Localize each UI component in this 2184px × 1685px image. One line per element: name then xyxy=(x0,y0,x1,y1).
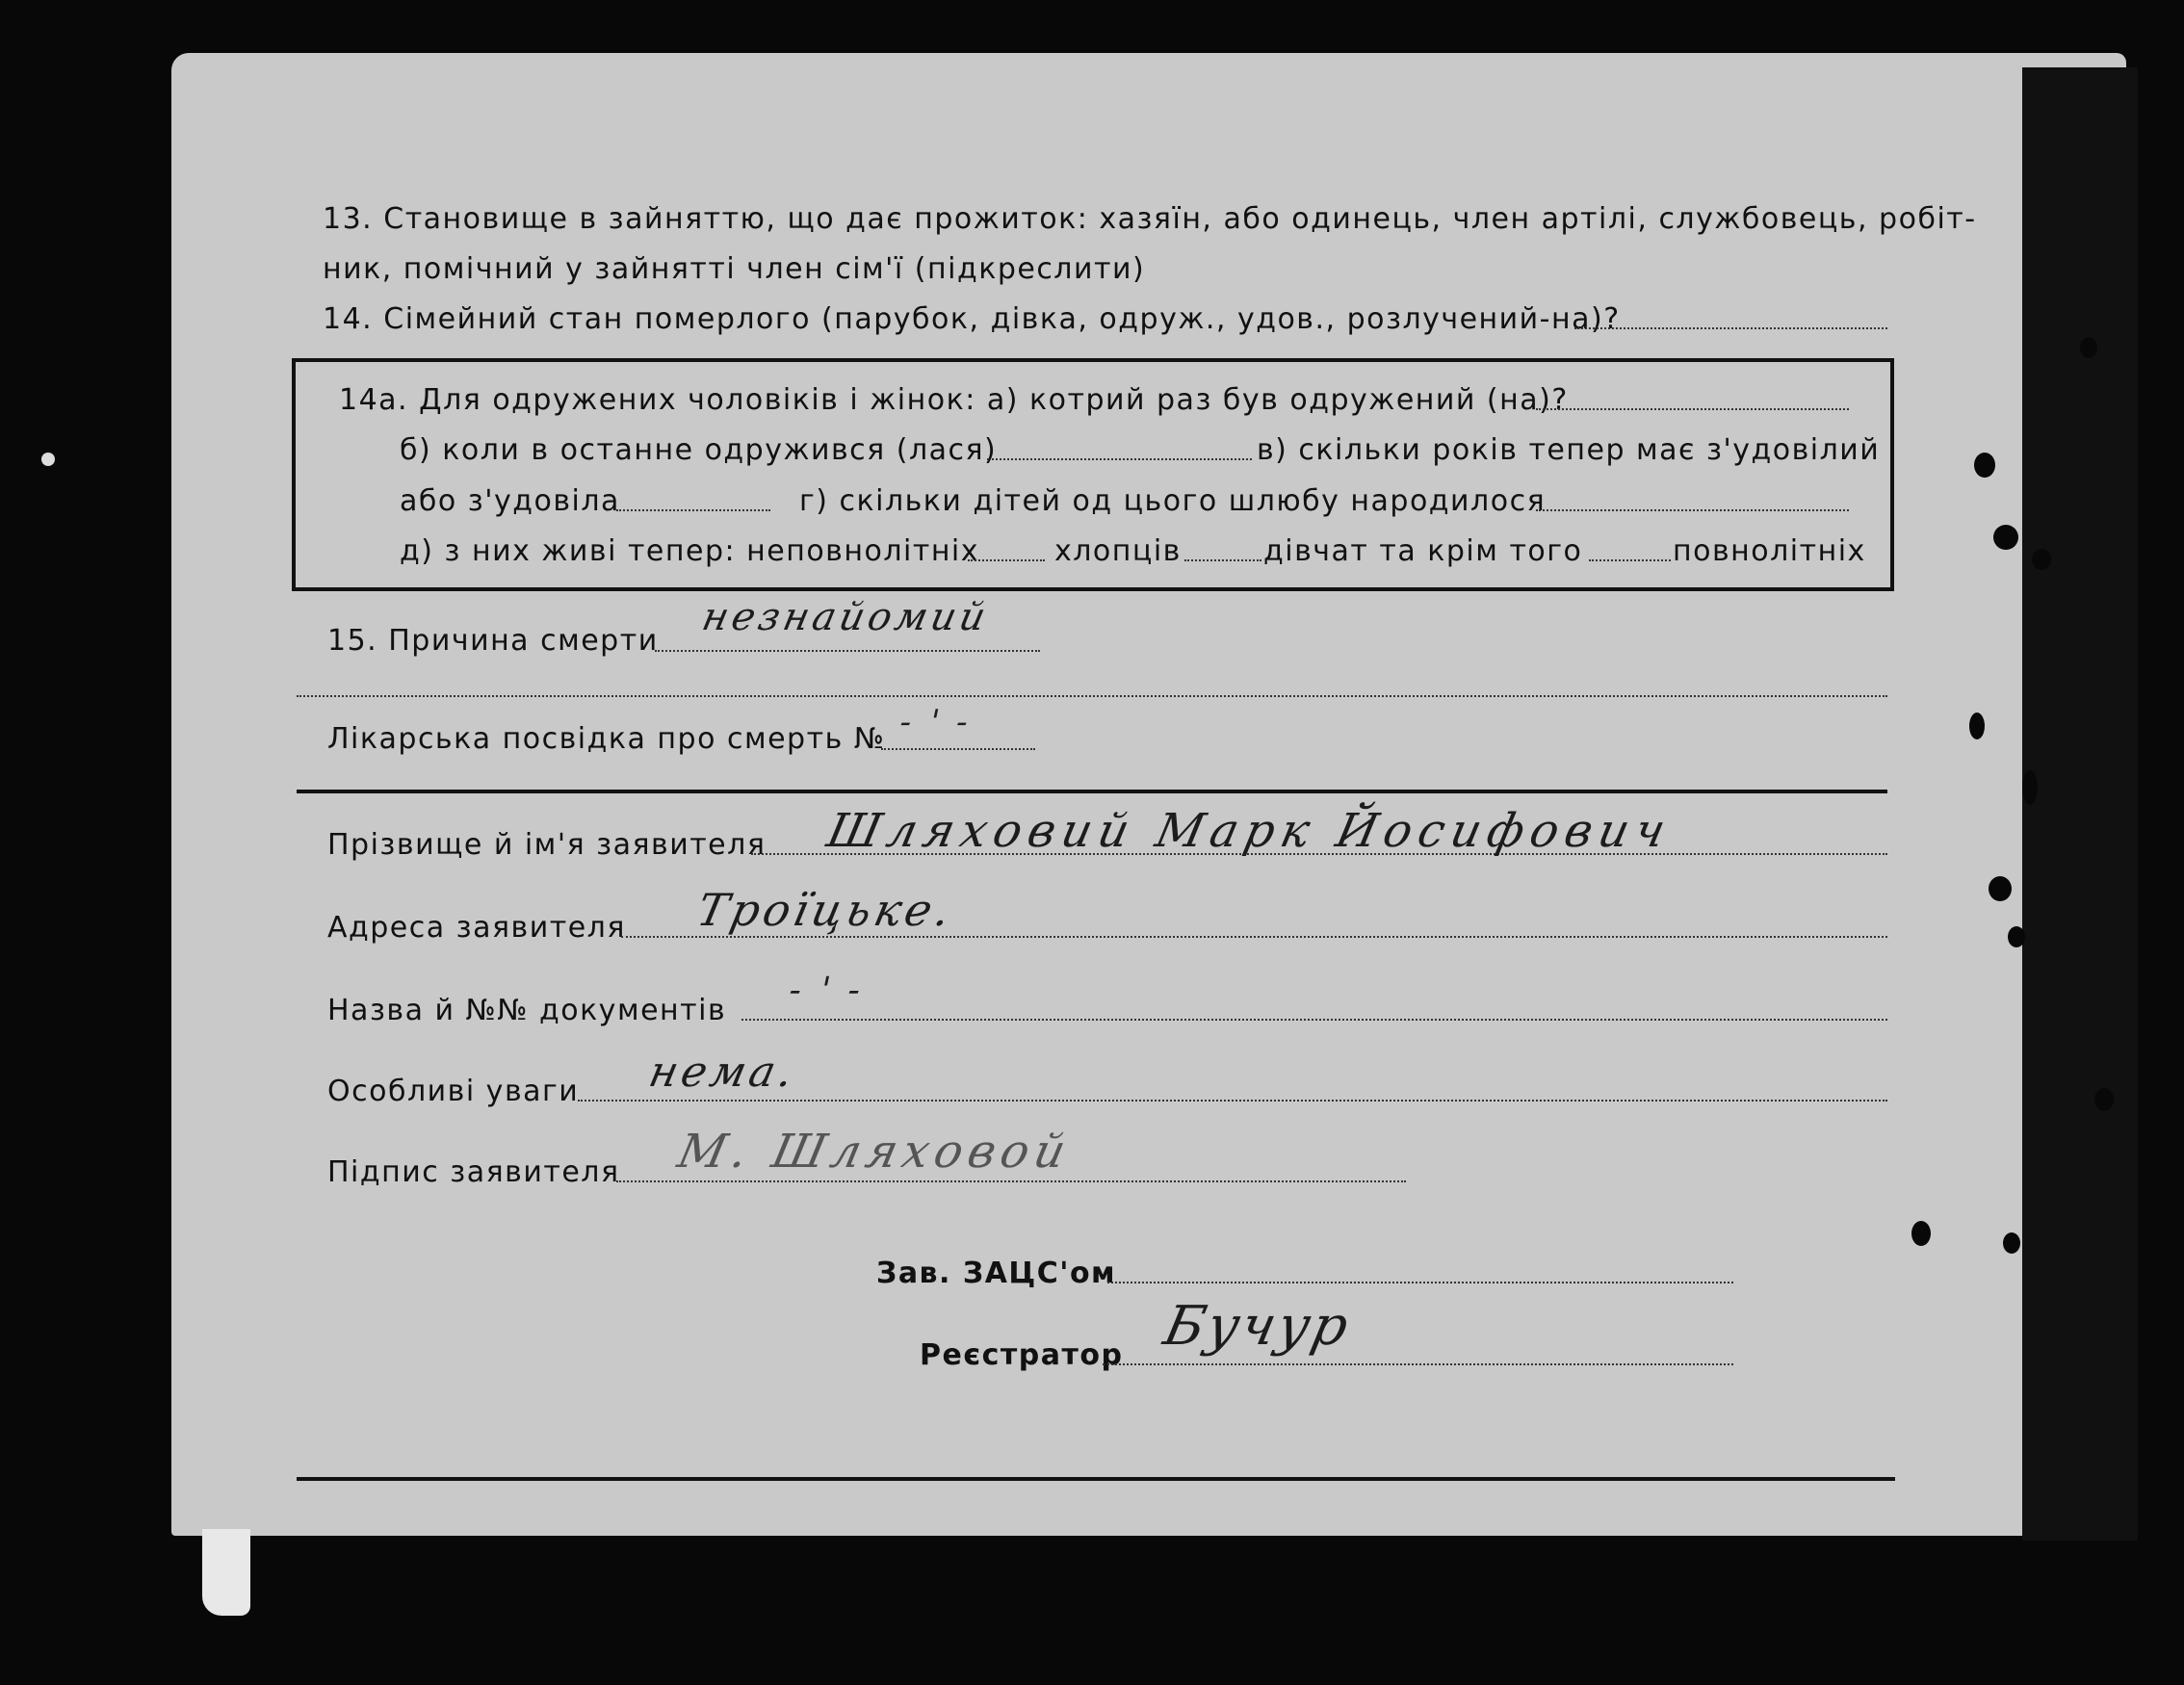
question-14a-answer-boys xyxy=(1184,559,1261,561)
applicant-address-answer-line xyxy=(621,936,1887,938)
handwritten-cause-of-death: незнайомий xyxy=(698,595,994,639)
paper-damage-speck xyxy=(1911,1221,1931,1246)
section-divider-top xyxy=(297,790,1887,793)
special-notes-label: Особливі уваги xyxy=(327,1075,580,1108)
question-14a-line-4-a: д) з них живі тепер: неповнолітніх xyxy=(400,534,980,568)
medical-certificate-label: Лікарська посвідка про смерть № xyxy=(327,722,886,756)
handwritten-documents: - ' - xyxy=(785,971,869,1010)
paper-damage-speck xyxy=(2032,549,2051,570)
registrar-signature: Бучур xyxy=(1158,1295,1357,1358)
paper-damage-speck xyxy=(1993,525,2018,550)
question-15-answer-line xyxy=(655,650,1040,652)
paper-damage-speck xyxy=(1969,713,1985,739)
sheet-torn-edge xyxy=(2022,67,2138,1541)
question-14a-answer-line-1 xyxy=(1536,408,1849,410)
handwritten-medical-certificate-no: - ' - xyxy=(896,703,976,741)
question-14a-line-4-d: повнолітніх xyxy=(1673,534,1866,568)
applicant-signature-label: Підпис заявителя xyxy=(327,1155,620,1189)
applicant-signature-line xyxy=(616,1180,1406,1182)
paper-damage-speck xyxy=(1974,453,1995,478)
head-of-registry-signature-line xyxy=(1107,1282,1733,1283)
question-14a-line-4-c: дівчат та крім того xyxy=(1263,534,1583,568)
question-14: 14. Сімейний стан померлого (парубок, дівка, одруж., удов., розлучений-на)? xyxy=(323,302,1621,336)
registrar-signature-line xyxy=(1103,1363,1733,1365)
special-notes-answer-line xyxy=(578,1100,1887,1102)
question-14-answer-line xyxy=(1574,327,1887,329)
question-14a-line-2-a: б) коли в останне одружився (лася) xyxy=(400,433,998,467)
head-of-registry-label: Зав. ЗАЦС'ом xyxy=(876,1257,1117,1290)
question-13-line-1: 13. Становище в зайняттю, що дає прожиток: хазяїн, або одинець, член артілі, службовець, робіт- xyxy=(323,202,1977,236)
paper-damage-speck xyxy=(2003,1232,2020,1254)
question-15-label: 15. Причина смерти xyxy=(327,624,659,658)
handwritten-applicant-signature: М. Шляховой xyxy=(673,1125,1077,1179)
handwritten-special-notes: нема. xyxy=(644,1048,802,1097)
registrar-label: Реєстратор xyxy=(920,1338,1124,1372)
question-14a-answer-married-when xyxy=(987,458,1252,460)
section-divider-bottom xyxy=(297,1477,1895,1481)
paper-damage-speck xyxy=(1989,876,2012,901)
handwritten-applicant-address: Троїцьке. xyxy=(692,884,959,936)
question-13-line-2: ник, помічний у зайнятті член сім'ї (підкреслити) xyxy=(323,252,1146,286)
paper-damage-speck xyxy=(2022,770,2038,805)
documents-answer-line xyxy=(741,1019,1887,1021)
paper-damage-speck xyxy=(2008,926,2025,947)
handwritten-applicant-name: Шляховий Марк Йосифович xyxy=(822,804,1677,858)
paper-damage-speck xyxy=(2094,1088,2114,1111)
question-14a-line-3-b: г) скільки дітей од цього шлюбу народилося xyxy=(799,484,1547,518)
question-14a-line-3-a: або з'удовіла xyxy=(400,484,620,518)
question-14a-line-4-b: хлопців xyxy=(1054,534,1182,568)
dust-speck xyxy=(41,453,55,466)
question-14a-line-2-b: в) скільки років тепер має з'удовілий xyxy=(1257,433,1881,467)
applicant-name-label: Прізвище й ім'я заявителя xyxy=(327,828,767,862)
question-14a-answer-children xyxy=(1536,509,1849,511)
question-14a-answer-minors xyxy=(968,559,1045,561)
applicant-address-label: Адреса заявителя xyxy=(327,911,626,945)
paper-tear-bottom-left xyxy=(202,1529,250,1616)
question-14a-answer-widowed-years xyxy=(616,509,770,511)
medical-certificate-answer-line xyxy=(881,748,1035,750)
documents-label: Назва й №№ документів xyxy=(327,994,727,1027)
question-14a-answer-girls xyxy=(1589,559,1671,561)
question-15-answer-line-2 xyxy=(297,695,1887,697)
paper-damage-speck xyxy=(2080,337,2097,358)
question-14a-line-1: 14а. Для одружених чоловіків і жінок: а) котрий раз був одружений (на)? xyxy=(339,383,1569,417)
